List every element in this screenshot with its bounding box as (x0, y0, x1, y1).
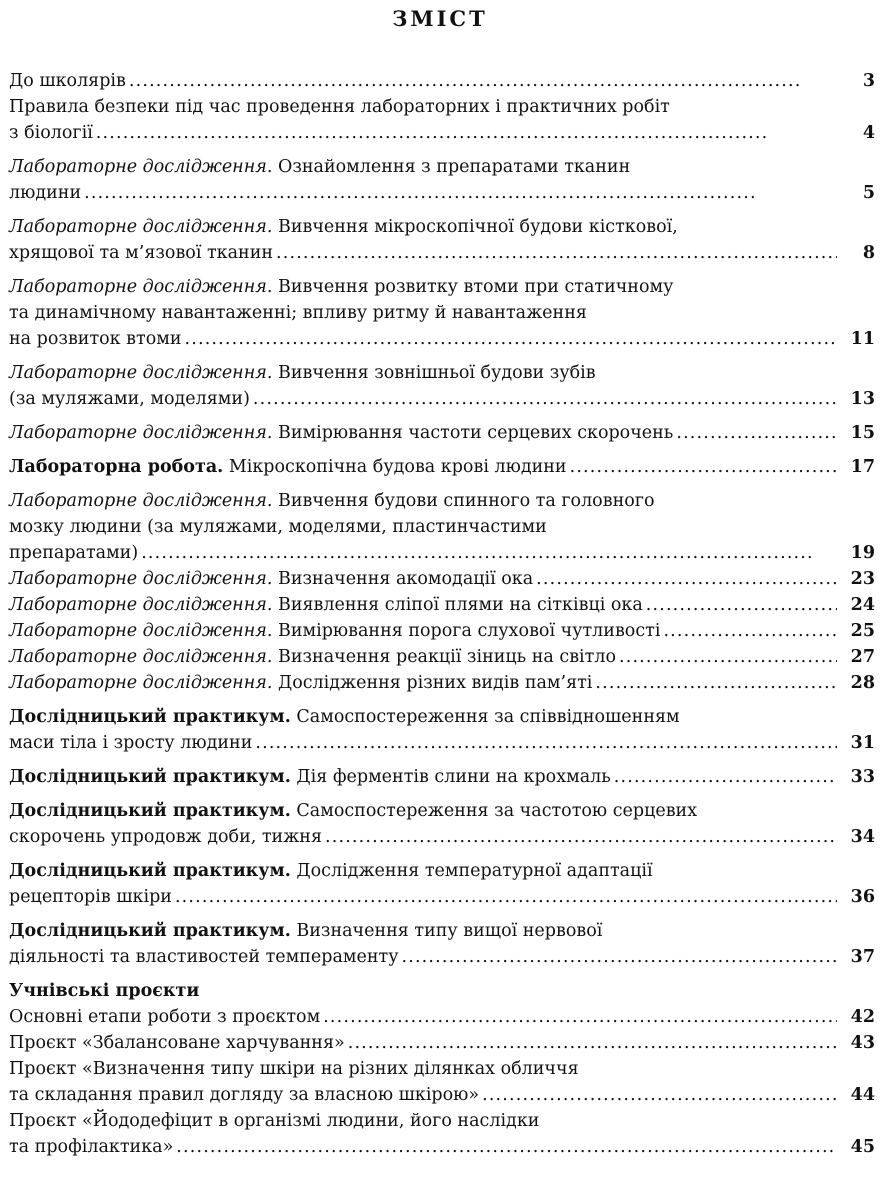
toc-entry-label: Лабораторне дослідження. (9, 647, 273, 667)
toc-entry[interactable] (9, 592, 875, 618)
toc-entry-label: Лабораторне дослідження. (9, 217, 273, 237)
toc-entry[interactable] (9, 704, 875, 756)
toc-entry-line (9, 592, 875, 618)
toc-entry-line (9, 240, 875, 266)
toc-entry-text (9, 68, 126, 94)
toc-entry-label: Лабораторне дослідження. (9, 621, 273, 641)
toc-entry[interactable] (9, 670, 875, 696)
toc-entry-line (9, 488, 875, 514)
toc-entry-title: Вивчення розвитку втоми при статичному (277, 277, 674, 297)
toc-entry[interactable] (9, 420, 875, 446)
toc-entry-label: Дослідницький практикум. (9, 767, 291, 787)
toc-entry-text (9, 704, 680, 730)
page-number: 11 (850, 329, 875, 349)
toc-entry[interactable] (9, 644, 875, 670)
page-number: 13 (850, 389, 875, 409)
toc-entry-text (9, 1108, 539, 1134)
page-number: 34 (850, 827, 875, 847)
toc-entry-line (9, 1056, 875, 1082)
toc-entry-text (9, 514, 547, 540)
toc-entry-label: Лабораторне дослідження. (9, 277, 273, 297)
toc-entry-title: Вимірювання частоти серцевих скорочень (277, 423, 674, 443)
dot-leader (482, 1082, 837, 1108)
dot-leader (253, 386, 837, 412)
toc-entry-title: Дія ферментів слини на крохмаль (296, 767, 611, 787)
toc-entry-text (9, 540, 138, 566)
toc-entry-text (9, 798, 697, 824)
dot-leader (663, 618, 837, 644)
toc-entry-title: Дослідження різних видів пам’яті (277, 673, 593, 693)
toc-entry-title: Дослідження температурної адаптації (296, 861, 653, 881)
dot-leader (325, 824, 837, 850)
toc-entry-label: Дослідницький практикум. (9, 921, 291, 941)
toc-entry-title: Визначення акомодації ока (277, 569, 534, 589)
toc-entry-title: маси тіла і зросту людини (9, 733, 253, 753)
toc-entry-line (9, 386, 875, 412)
toc-entry-label: Лабораторне дослідження. (9, 491, 273, 511)
toc-entry[interactable] (9, 618, 875, 644)
toc-entry-line (9, 154, 875, 180)
toc-entry-text (9, 566, 533, 592)
toc-entry-title: Самоспостереження за співвідношенням (296, 707, 680, 727)
toc-entry-title: Правила безпеки під час проведення лабораторних і практичних робіт (9, 97, 670, 117)
toc-entry-title: Визначення реакції зіниць на світло (277, 647, 616, 667)
page-number: 42 (850, 1007, 875, 1027)
toc-entry-title: препаратами) (9, 543, 139, 563)
toc-entry[interactable] (9, 360, 875, 412)
toc-entry[interactable] (9, 858, 875, 910)
toc-entry-text (9, 300, 587, 326)
toc-entry-text (9, 618, 660, 644)
toc-entry-line (9, 1082, 875, 1108)
toc-entry-text (9, 214, 678, 240)
toc-entry-text (9, 730, 252, 756)
page-number: 23 (850, 569, 875, 589)
toc-entry-text (9, 1004, 320, 1030)
toc-entry-text (9, 858, 653, 884)
page-title: ЗМІСТ (392, 6, 488, 31)
toc-entry[interactable] (9, 798, 875, 850)
toc-entry-text (9, 644, 616, 670)
dot-leader (536, 566, 837, 592)
toc-entry-text (9, 154, 630, 180)
toc-entry[interactable] (9, 1030, 875, 1056)
toc-entry[interactable] (9, 566, 875, 592)
toc-entry-text (9, 884, 172, 910)
dot-leader (185, 326, 837, 352)
toc-entry[interactable] (9, 94, 875, 146)
toc-entry-line (9, 1108, 875, 1134)
table-of-contents (9, 68, 875, 1160)
page-number: 8 (862, 243, 875, 263)
toc-entry-text (9, 120, 93, 146)
page-number: 44 (850, 1085, 875, 1105)
toc-entry-text (9, 1030, 345, 1056)
toc-entry-title: Основні етапи роботи з проєктом (9, 1007, 321, 1027)
dot-leader (276, 240, 837, 266)
toc-entry-line (9, 214, 875, 240)
toc-entry-text (9, 944, 399, 970)
toc-entry-line (9, 566, 875, 592)
page-number: 37 (850, 947, 875, 967)
toc-entry-title: на розвиток втоми (9, 329, 182, 349)
toc-entry-label: Лабораторне дослідження. (9, 423, 273, 443)
toc-entry-line (9, 824, 875, 850)
dot-leader (402, 944, 838, 970)
toc-entry-title: та динамічному навантаженні; впливу ритму й навантаження (9, 303, 587, 323)
toc-entry-title: До школярів (9, 71, 126, 91)
toc-entry-line (9, 68, 875, 94)
toc-entry-title: Вивчення будови спинного та головного (277, 491, 655, 511)
toc-entry-text (9, 592, 643, 618)
toc-entry-label: Дослідницький практикум. (9, 861, 291, 881)
toc-entry-text (9, 488, 654, 514)
toc-entry-text (9, 918, 602, 944)
dot-leader (255, 730, 837, 756)
dot-leader (595, 670, 837, 696)
toc-entry-line (9, 798, 875, 824)
toc-entry[interactable] (9, 488, 875, 566)
toc-entry-label: Дослідницький практикум. (9, 801, 291, 821)
toc-entry-line (9, 764, 875, 790)
toc-entry-title: скорочень упродовж доби, тижня (9, 827, 323, 847)
page-number: 43 (850, 1033, 875, 1053)
toc-entry-title: рецепторів шкіри (9, 887, 172, 907)
page-number: 4 (862, 123, 875, 143)
dot-leader (570, 454, 837, 480)
toc-entry-title: людини (9, 183, 82, 203)
page-number: 3 (862, 71, 875, 91)
toc-entry-text (9, 180, 81, 206)
dot-leader (129, 68, 837, 94)
toc-entry-line (9, 884, 875, 910)
page-number: 25 (850, 621, 875, 641)
toc-entry-label: Дослідницький практикум. (9, 707, 291, 727)
toc-entry-line (9, 1004, 875, 1030)
dot-leader (619, 644, 837, 670)
page-number: 45 (850, 1137, 875, 1157)
dot-leader (676, 420, 837, 446)
page-number: 33 (850, 767, 875, 787)
toc-entry-text (9, 240, 273, 266)
toc-entry-line (9, 1030, 875, 1056)
page-number: 19 (850, 543, 875, 563)
toc-entry-line (9, 94, 875, 120)
toc-entry-label: Лабораторне дослідження. (9, 673, 273, 693)
toc-entry-text (9, 670, 592, 696)
toc-entry-line (9, 730, 875, 756)
toc-entry-text (9, 360, 596, 386)
dot-leader (176, 1134, 837, 1160)
toc-entry-text (9, 1082, 479, 1108)
toc-entry[interactable] (9, 1004, 875, 1030)
toc-entry-label: Лабораторна робота. (9, 457, 224, 477)
toc-entry-text (9, 274, 673, 300)
toc-entry-line (9, 300, 875, 326)
toc-entry-text (9, 764, 611, 790)
page-number: 15 (850, 423, 875, 443)
dot-leader (348, 1030, 837, 1056)
toc-entry[interactable] (9, 68, 875, 94)
toc-entry-title: Виявлення сліпої плями на сітківці ока (277, 595, 643, 615)
toc-entry-label: Лабораторне дослідження. (9, 363, 273, 383)
toc-entry-line (9, 120, 875, 146)
toc-entry-text (9, 94, 670, 120)
page-number: 31 (850, 733, 875, 753)
toc-entry-text (9, 420, 673, 446)
toc-entry-line (9, 540, 875, 566)
toc-entry-title: Визначення типу вищої нервової (296, 921, 603, 941)
dot-leader (323, 1004, 837, 1030)
toc-entry-text (9, 386, 250, 412)
toc-entry-line (9, 670, 875, 696)
toc-entry-title: Вивчення мікроскопічної будови кісткової, (277, 217, 678, 237)
toc-entry[interactable] (9, 764, 875, 790)
toc-entry-line (9, 360, 875, 386)
section-heading: Учнівські проєкти (9, 981, 200, 1001)
toc-entry-line (9, 618, 875, 644)
toc-entry-line (9, 420, 875, 446)
toc-entry-line (9, 918, 875, 944)
toc-entry-title: мозку людини (за муляжами, моделями, пластинчастими (9, 517, 547, 537)
toc-entry-text (9, 824, 322, 850)
page-number: 17 (850, 457, 875, 477)
toc-entry-line (9, 274, 875, 300)
toc-entry-title: Вивчення зовнішньої будови зубів (277, 363, 596, 383)
dot-leader (175, 884, 837, 910)
page-number: 27 (850, 647, 875, 667)
toc-entry[interactable] (9, 154, 875, 206)
toc-entry-title: з біології (9, 123, 93, 143)
toc-entry-title: (за муляжами, моделями) (9, 389, 250, 409)
toc-entry-text (9, 326, 182, 352)
toc-entry-title: Мікроскопічна будова крові людини (228, 457, 567, 477)
toc-entry-title: діяльності та властивостей темпераменту (9, 947, 399, 967)
toc-entry-title: та складання правил догляду за власною шкірою» (9, 1085, 480, 1105)
toc-entry-title: Проєкт «Йододефіцит в організмі людини, його наслідки (9, 1111, 540, 1131)
dot-leader (614, 764, 837, 790)
dot-leader (646, 592, 837, 618)
toc-entry-line (9, 704, 875, 730)
page-number: 28 (850, 673, 875, 693)
toc-entry-line (9, 454, 875, 480)
toc-entry-title: Вимірювання порога слухової чутливості (277, 621, 661, 641)
page-number: 24 (850, 595, 875, 615)
toc-entry-text (9, 1134, 173, 1160)
toc-entry-label: Лабораторне дослідження. (9, 595, 273, 615)
page-number: 5 (862, 183, 875, 203)
toc-entry-line (9, 944, 875, 970)
toc-entry[interactable] (9, 454, 875, 480)
toc-entry-line (9, 858, 875, 884)
toc-entry-title: Проєкт «Визначення типу шкіри на різних ділянках обличчя (9, 1059, 579, 1079)
toc-entry-text (9, 454, 567, 480)
toc-entry-title: Проєкт «Збалансоване харчування» (9, 1033, 345, 1053)
dot-leader (84, 180, 837, 206)
toc-entry-line (9, 180, 875, 206)
toc-entry[interactable] (9, 918, 875, 970)
toc-entry-title: та профілактика» (9, 1137, 174, 1157)
toc-entry-title: хрящової та м’язової тканин (9, 243, 274, 263)
toc-entry-title: Самоспостереження за частотою серцевих (296, 801, 698, 821)
toc-entry[interactable] (9, 274, 875, 352)
dot-leader (96, 120, 837, 146)
page-number: 36 (850, 887, 875, 907)
toc-entry-line (9, 644, 875, 670)
toc-entry-line (9, 514, 875, 540)
toc-entry-line (9, 326, 875, 352)
toc-entry[interactable] (9, 214, 875, 266)
toc-entry[interactable] (9, 1056, 875, 1108)
toc-entry-line (9, 1134, 875, 1160)
toc-entry-title: Ознайомлення з препаратами тканин (277, 157, 631, 177)
toc-entry[interactable] (9, 1108, 875, 1160)
toc-entry-label: Лабораторне дослідження. (9, 569, 273, 589)
toc-entry-text (9, 1056, 579, 1082)
dot-leader (141, 540, 837, 566)
toc-entry-label: Лабораторне дослідження. (9, 157, 273, 177)
